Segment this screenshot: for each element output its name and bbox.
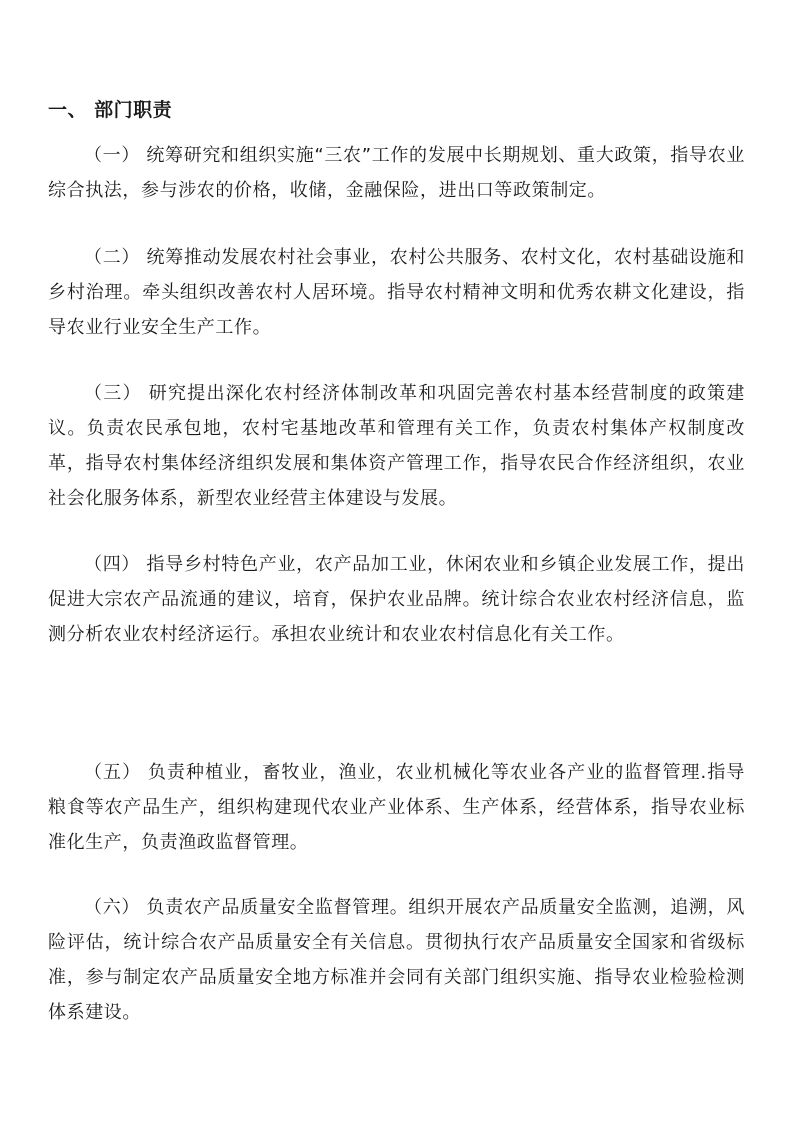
duty-paragraph-6: （六） 负责农产品质量安全监督管理。组织开展农产品质量安全监测，追溯，风险评估，统计综合农产品质量安全有关信息。贯彻执行农产品质量安全国家和省级标准，参与制定农产品质量安全地方标准并会同有关部门组织实施、指导农业检验检测体系建设。 [48,897,745,1023]
duty-paragraph-4: （四） 指导乡村特色产业，农产品加工业，休闲农业和乡镇企业发展工作，提出促进大宗农产品流通的建议，培育，保护农业品牌。统计综合农业农村经济信息，监测分析农业农村经济运行。承担农业统计和农业农村信息化有关工作。 [48,554,745,645]
section-heading: 一、 部门职责 [48,99,173,121]
duty-paragraph-3: （三） 研究提出深化农村经济体制改革和巩固完善农村基本经营制度的政策建议。负责农民承包地，农村宅基地改革和管理有关工作，负责农村集体产权制度改革，指导农村集体经济组织发展和集体资产管理工作，指导农民合作经济组织，农业社会化服务体系，新型农业经营主体建设与发展。 [48,383,745,509]
duty-paragraph-2: （二） 统筹推动发展农村社会事业，农村公共服务、农村文化，农村基础设施和乡村治理。牵头组织改善农村人居环境。指导农村精神文明和优秀农耕文化建设，指导农业行业安全生产工作。 [48,247,745,338]
duty-paragraph-5: （五） 负责种植业，畜牧业，渔业，农业机械化等农业各产业的监督管理.指导粮食等农产品生产，组织构建现代农业产业体系、生产体系，经营体系，指导农业标准化生产，负责渔政监督管理。 [48,762,745,853]
duty-paragraph-1: （一） 统筹研究和组织实施“三农”工作的发展中长期规划、重大政策，指导农业综合执法，参与涉农的价格，收储，金融保险，进出口等政策制定。 [48,145,745,201]
